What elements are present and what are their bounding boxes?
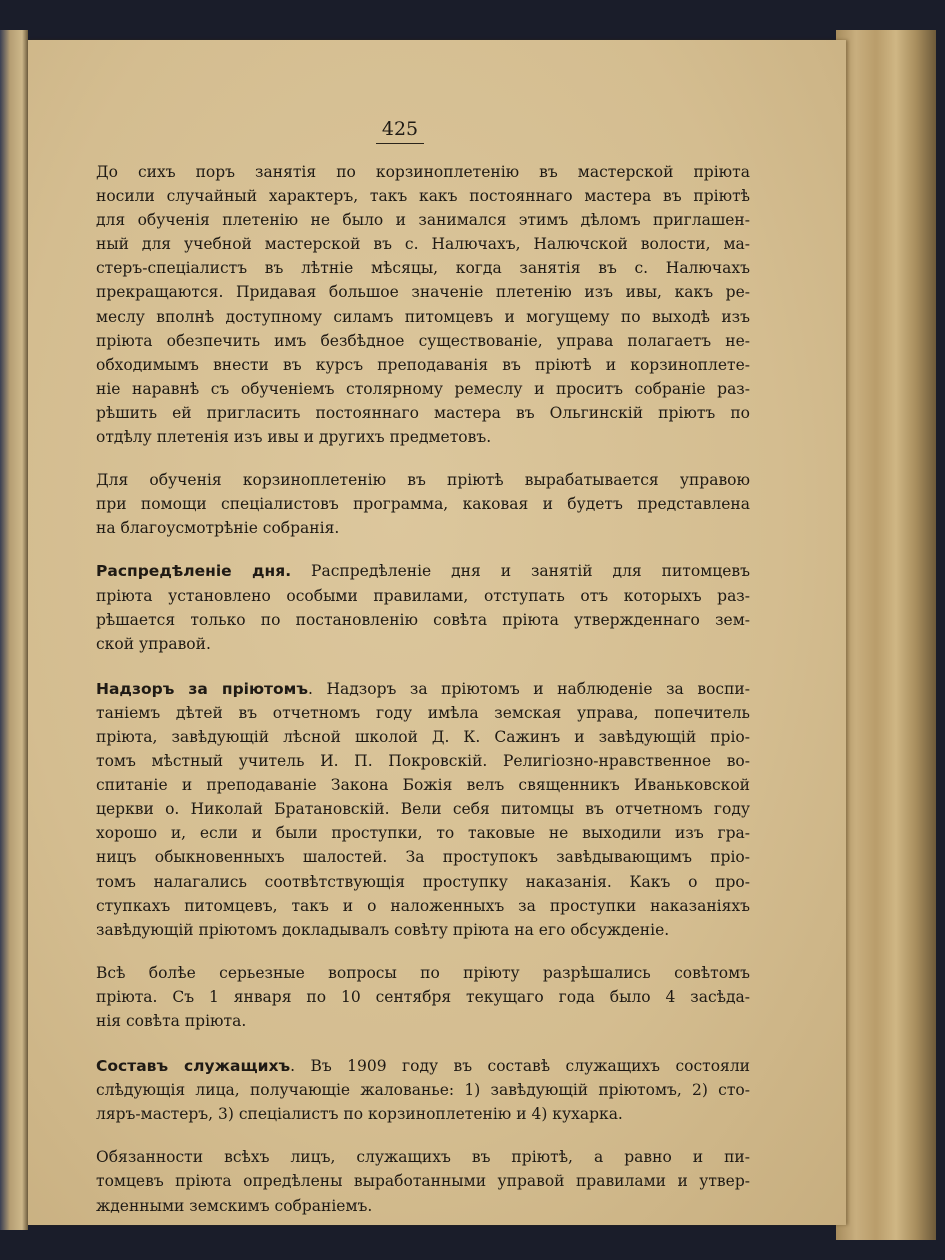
book-cover-edge (836, 30, 936, 1240)
text-line (96, 677, 750, 701)
text-line: носили случайный характеръ, такъ какъ постояннаго мастера въ пріютѣ (96, 187, 750, 206)
text-line: ступкахъ питомцевъ, такъ и о наложенныхъ за проступки наказаніяхъ (96, 896, 750, 915)
text-line: томцевъ пріюта опредѣлены выработанными управой правилами и утвер- (96, 1172, 750, 1191)
text-line: спитаніе и преподаваніе Закона Божія велъ священникъ Иваньковской (96, 776, 750, 795)
text-line: слѣдующія лица, получающіе жалованье: 1) завѣдующій пріютомъ, 2) сто- (96, 1081, 750, 1100)
text-line: при помощи спеціалистовъ программа, каковая и будетъ представлена (96, 495, 750, 514)
paragraph-staff (96, 1054, 750, 1126)
text-line: стеръ-спеціалистъ въ лѣтніе мѣсяцы, когда занятія въ с. Налючахъ (96, 259, 750, 278)
section-heading: Распредѣленіе дня. (96, 562, 292, 581)
text-line: Всѣ болѣе серьезные вопросы по пріюту разрѣшались совѣтомъ (96, 963, 750, 982)
paragraph-council (96, 961, 750, 1033)
paragraph-daily-schedule (96, 559, 750, 655)
text-line: завѣдующій пріютомъ докладывалъ совѣту пріюта на его обсужденіе. (96, 920, 670, 939)
paragraph-program (96, 468, 750, 540)
text-line: ской управой. (96, 634, 211, 653)
text-line: для обученія плетенію не было и занимался этимъ дѣломъ приглашен- (96, 211, 750, 230)
text-line: рѣшить ей пригласить постояннаго мастера въ Ольгинскій пріютъ по (96, 403, 750, 422)
text-line: рѣшается только по постановленію совѣта пріюта утвержденнаго зем- (96, 610, 750, 629)
section-heading: Составъ служащихъ (96, 1057, 291, 1076)
page-body (96, 160, 750, 1218)
page-number: 425 (376, 118, 424, 140)
paragraph-duties (96, 1145, 750, 1217)
text-line: меслу вполнѣ доступному силамъ питомцевъ и могущему по выходѣ изъ (96, 307, 750, 326)
text-line: отдѣлу плетенія изъ ивы и другихъ предметовъ. (96, 428, 492, 447)
text-line: томъ налагались соотвѣтствующія проступку наказанія. Какъ о про- (96, 872, 750, 891)
text-run: . Въ 1909 году въ составѣ служащихъ состояли (290, 1057, 750, 1076)
text-line: пріюта установлено особыми правилами, отступать отъ которыхъ раз- (96, 586, 750, 605)
text-line: прекращаются. Придавая большое значеніе плетенію изъ ивы, какъ ре- (96, 283, 750, 302)
text-line: нія совѣта пріюта. (96, 1012, 247, 1030)
text-line: ніе наравнѣ съ обученіемъ столярному ремеслу и проситъ собраніе раз- (96, 379, 750, 398)
text-line: Обязанности всѣхъ лицъ, служащихъ въ пріютѣ, а равно и пи- (96, 1148, 750, 1167)
text-line: церкви о. Николай Братановскій. Вели себя питомцы въ отчетномъ году (96, 800, 750, 819)
text-run: Распредѣленіе дня и занятій для питомцевъ (291, 562, 750, 581)
text-line: ный для учебной мастерской въ с. Налючахъ, Налючской волости, ма- (96, 235, 750, 254)
text-line: таніемъ дѣтей въ отчетномъ году имѣла земская управа, попечитель (96, 703, 750, 722)
text-line: хорошо и, если и были проступки, то таковые не выходили изъ гра- (96, 824, 750, 843)
text-line: ляръ-мастеръ, 3) спеціалистъ по корзиноплетенію и 4) кухарка. (96, 1105, 623, 1124)
text-line: Для обученія корзиноплетенію въ пріютѣ вырабатывается управою (96, 471, 750, 490)
text-line: обходимымъ внести въ курсъ преподаванія въ пріютѣ и корзиноплете- (96, 355, 750, 374)
facing-page-edge (0, 30, 28, 1230)
paragraph-supervision (96, 677, 750, 942)
section-heading: Надзоръ за пріютомъ (96, 679, 308, 698)
paragraph-basket-weaving (96, 160, 750, 449)
text-line: томъ мѣстный учитель И. П. Покровскій. Религіозно-нравственное во- (96, 752, 750, 771)
text-line: пріюта, завѣдующій лѣсной школой Д. К. Сажинъ и завѣдующій пріо- (96, 727, 750, 746)
text-line: ницъ обыкновенныхъ шалостей. За проступокъ завѣдывающимъ пріо- (96, 848, 750, 867)
text-line: До сихъ поръ занятія по корзиноплетенію въ мастерской пріюта (96, 163, 750, 181)
text-line: на благоусмотрѣніе собранія. (96, 519, 340, 538)
text-line (96, 559, 750, 583)
text-line: пріюта обезпечить имъ безбѣдное существованіе, управа полагаетъ не- (96, 331, 750, 350)
text-line: жденными земскимъ собраніемъ. (96, 1196, 373, 1215)
text-run: . Надзоръ за пріютомъ и наблюденіе за воспи- (308, 679, 750, 698)
text-line: пріюта. Съ 1 января по 10 сентября текущаго года было 4 засѣда- (96, 987, 750, 1006)
text-line (96, 1054, 750, 1078)
